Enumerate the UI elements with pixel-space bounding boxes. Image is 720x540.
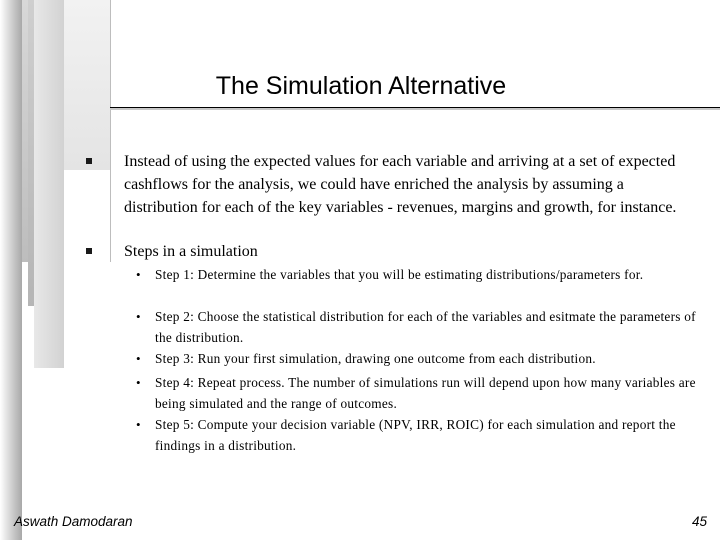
page-number: 45 — [691, 514, 707, 529]
bullet-text: Instead of using the expected values for each variable and arriving at a set of expected cashflows for the analysis, we could have enriched the analysis by assuming a distribution for each of the key variables - revenues, margins and growth, for instance. — [124, 153, 677, 216]
square-bullet-icon — [86, 158, 92, 164]
step-text: Step 1: Determine the variables that you will be estimating distributions/parameters for. — [155, 267, 644, 282]
title-underline-shadow — [110, 108, 720, 110]
slide-title: The Simulation Alternative — [215, 72, 507, 100]
square-bullet-icon — [86, 248, 92, 254]
step-text: Step 2: Choose the statistical distribution for each of the variables and esitmate the parameters of the distribution. — [155, 309, 696, 345]
step-text: Step 4: Repeat process. The number of simulations run will depend upon how many variables are being simulated and the range of outcomes. — [155, 375, 696, 411]
dot-bullet-icon: • — [136, 417, 141, 432]
footer-author: Aswath Damodaran — [14, 514, 133, 529]
dot-bullet-icon: • — [136, 351, 141, 366]
decorative-frame — [18, 0, 111, 262]
step-text: Step 3: Run your first simulation, drawing one outcome from each distribution. — [155, 351, 596, 366]
bullet-text: Steps in a simulation — [124, 243, 258, 260]
dot-bullet-icon: • — [136, 309, 141, 324]
dot-bullet-icon: • — [136, 375, 141, 390]
step-text: Step 5: Compute your decision variable (NPV, IRR, ROIC) for each simulation and report the findings in a distribution. — [155, 417, 676, 453]
dot-bullet-icon: • — [136, 267, 141, 282]
